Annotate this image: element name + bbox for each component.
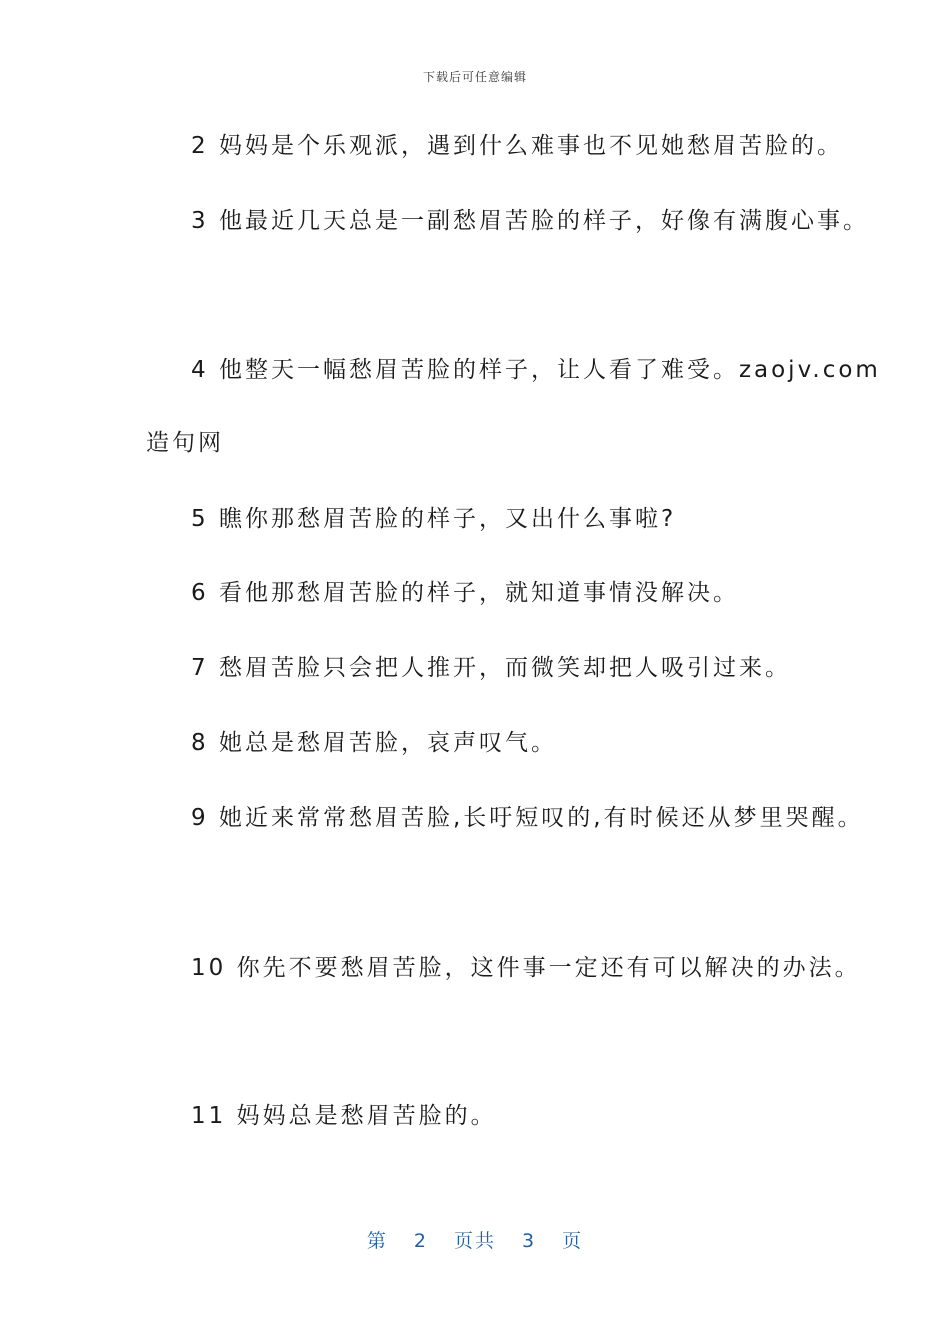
footer-suffix: 页 <box>562 1230 584 1252</box>
sentence-line: 3 他最近几天总是一副愁眉苦脸的样子，好像有满腹心事。 <box>191 208 869 234</box>
footer-middle: 页共 <box>453 1230 496 1252</box>
header-note: 下载后可任意编辑 <box>422 70 527 84</box>
sentence-line-continuation: 造句网 <box>146 430 224 456</box>
footer-prefix: 第 <box>366 1230 388 1252</box>
sentence-line: 5 瞧你那愁眉苦脸的样子，又出什么事啦? <box>191 506 677 532</box>
sentence-line: 2 妈妈是个乐观派，遇到什么难事也不见她愁眉苦脸的。 <box>191 133 843 159</box>
sentence-line: 11 妈妈总是愁眉苦脸的。 <box>191 1103 497 1129</box>
sentence-line: 6 看他那愁眉苦脸的样子，就知道事情没解决。 <box>191 580 739 606</box>
sentence-line: 8 她总是愁眉苦脸，哀声叹气。 <box>191 730 557 756</box>
total-page-number: 3 <box>522 1230 537 1252</box>
sentence-line: 10 你先不要愁眉苦脸，这件事一定还有可以解决的办法。 <box>191 955 861 981</box>
sentence-line: 7 愁眉苦脸只会把人推开，而微笑却把人吸引过来。 <box>191 655 791 681</box>
page-footer <box>0 1226 950 1253</box>
current-page-number: 2 <box>413 1230 428 1252</box>
sentence-line: 9 她近来常常愁眉苦脸,长吁短叹的,有时候还从梦里哭醒。 <box>191 805 864 831</box>
sentence-line: 4 他整天一幅愁眉苦脸的样子，让人看了难受。zaojv.com <box>191 357 881 383</box>
